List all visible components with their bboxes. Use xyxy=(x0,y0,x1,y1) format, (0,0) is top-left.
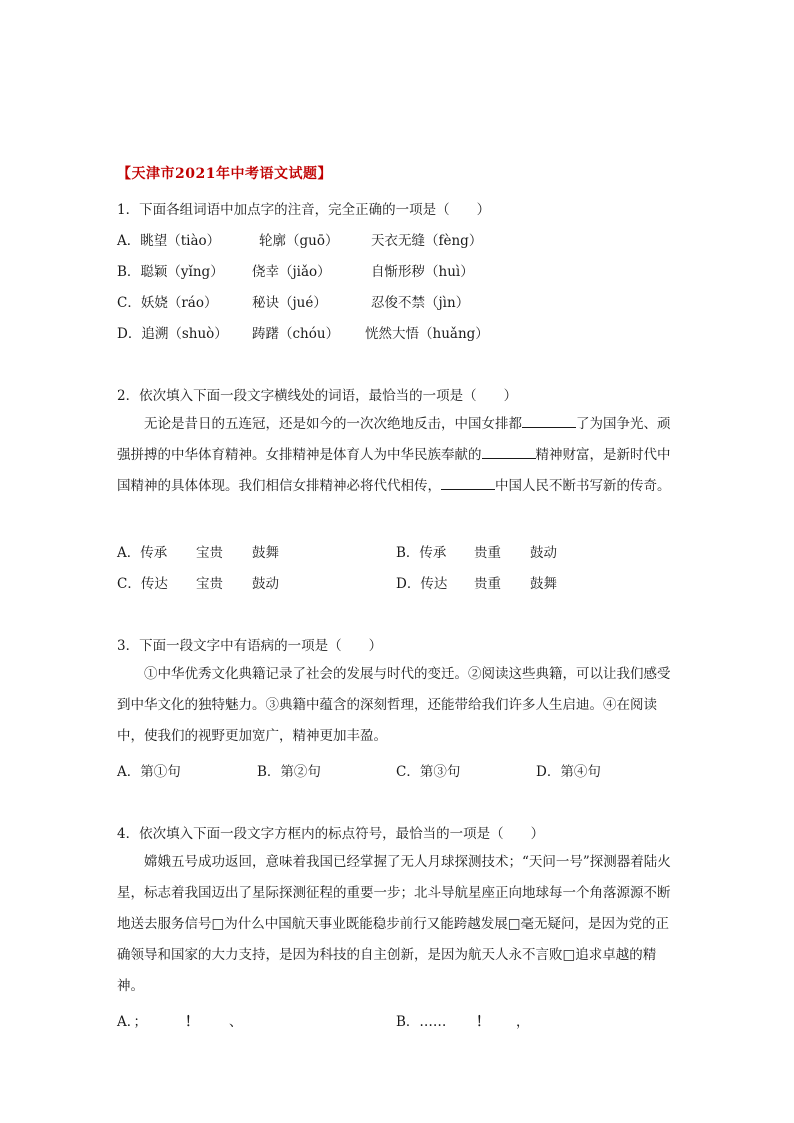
q4-option-b-1: B．…… xyxy=(396,1014,447,1030)
exam-title: 【天津市2021年中考语文试题】 xyxy=(117,166,332,182)
q2-option-a-1: A．传承 xyxy=(117,545,168,561)
q2-blank-2 xyxy=(482,446,536,459)
q2-option-c-2: 宝贵 xyxy=(196,576,223,592)
q3-option-d: D．第④句 xyxy=(536,764,601,780)
q4-option-b-2: ！ xyxy=(476,1014,490,1030)
q3-stem: 3．下面一段文字中有语病的一项是（ ） xyxy=(117,638,383,654)
q1-option-c-1: C．妖娆（ráo） xyxy=(117,295,218,311)
q3-option-b: B．第②句 xyxy=(257,764,321,780)
q2-passage-part-2: 了为国争光、顽强拼搏的中华体育精神。女排精神是体育人为中华民族奉献的 xyxy=(117,416,671,463)
q4-option-a-1: A．； xyxy=(117,1014,147,1030)
q2-passage-part-4: 中国人民不断书写新的传奇。 xyxy=(495,478,671,494)
q2-passage-part-3: 精神财富，是新时代中国精神的具体体现。我们相信女排精神必将代代相传， xyxy=(117,447,671,494)
q1-option-d-1: D．追溯（shuò） xyxy=(117,326,228,342)
q1-stem: 1．下面各组词语中加点字的注音，完全正确的一项是（ ） xyxy=(117,202,491,218)
q2-option-d-1: D．传达 xyxy=(396,576,448,592)
q2-blank-1 xyxy=(522,415,576,428)
q2-option-c-1: C．传达 xyxy=(117,576,168,592)
q1-option-c-2: 秘诀（jué） xyxy=(252,295,327,311)
q2-option-b-1: B．传承 xyxy=(396,545,447,561)
q2-option-d-3: 鼓舞 xyxy=(530,576,557,592)
q2-passage xyxy=(117,409,677,502)
q2-blank-3 xyxy=(441,477,495,490)
q3-option-a: A．第①句 xyxy=(117,764,181,780)
q2-option-c-3: 鼓动 xyxy=(252,576,279,592)
q2-option-a-2: 宝贵 xyxy=(196,545,223,561)
q2-option-a-3: 鼓舞 xyxy=(252,545,279,561)
q4-option-b-3: ， xyxy=(516,1014,530,1030)
q1-option-b-3: 自惭形秽（huì） xyxy=(371,264,474,280)
q2-option-b-2: 贵重 xyxy=(474,545,501,561)
q2-option-b-3: 鼓动 xyxy=(530,545,557,561)
q3-option-c: C．第③句 xyxy=(396,764,461,780)
q1-option-a-3: 天衣无缝（fèng） xyxy=(371,233,483,249)
q1-option-b-2: 侥幸（jiǎo） xyxy=(252,264,331,280)
q2-stem: 2．依次填入下面一段文字横线处的词语，最恰当的一项是（ ） xyxy=(117,388,518,404)
q2-option-d-2: 贵重 xyxy=(474,576,501,592)
q2-passage-part-1: 无论是昔日的五连冠，还是如今的一次次绝地反击，中国女排都 xyxy=(144,416,522,432)
q1-option-d-3: 恍然大悟（huǎng） xyxy=(365,326,489,342)
q3-passage: ①中华优秀文化典籍记录了社会的发展与时代的变迁。②阅读这些典籍，可以让我们感受到中华文化的独特魅力。③典籍中蕴含的深刻哲理，还能带给我们许多人生启迪。④在阅读中，使我们的视野更加宽广，精神更加丰盈。 xyxy=(117,666,671,744)
q4-option-a-2: ！ xyxy=(185,1014,199,1030)
q1-option-c-3: 忍俊不禁（jìn） xyxy=(371,295,470,311)
q4-passage: 嫦娥五号成功返回，意味着我国已经掌握了无人月球探测技术；“天问一号”探测器着陆火星，标志着我国迈出了星际探测征程的重要一步；北斗导航星座正向地球每一个角落源源不断地送去服务信号□为什么中国航天事业既能稳步前行又能跨越发展□毫无疑问，是因为党的正确领导和国家的大力支持，是因为科技的自主创新，是因为航天人永不言败□追求卓越的精神。 xyxy=(117,854,671,994)
q4-option-a-3: 、 xyxy=(229,1014,243,1030)
q1-option-b-1: B．聪颖（yǐng） xyxy=(117,264,224,280)
q1-option-d-2: 踌躇（chóu） xyxy=(252,326,340,342)
q1-option-a-2: 轮廓（guō） xyxy=(259,233,339,249)
q4-stem: 4．依次填入下面一段文字方框内的标点符号，最恰当的一项是（ ） xyxy=(117,826,545,842)
q1-option-a-1: A．眺望（tiào） xyxy=(117,233,221,249)
